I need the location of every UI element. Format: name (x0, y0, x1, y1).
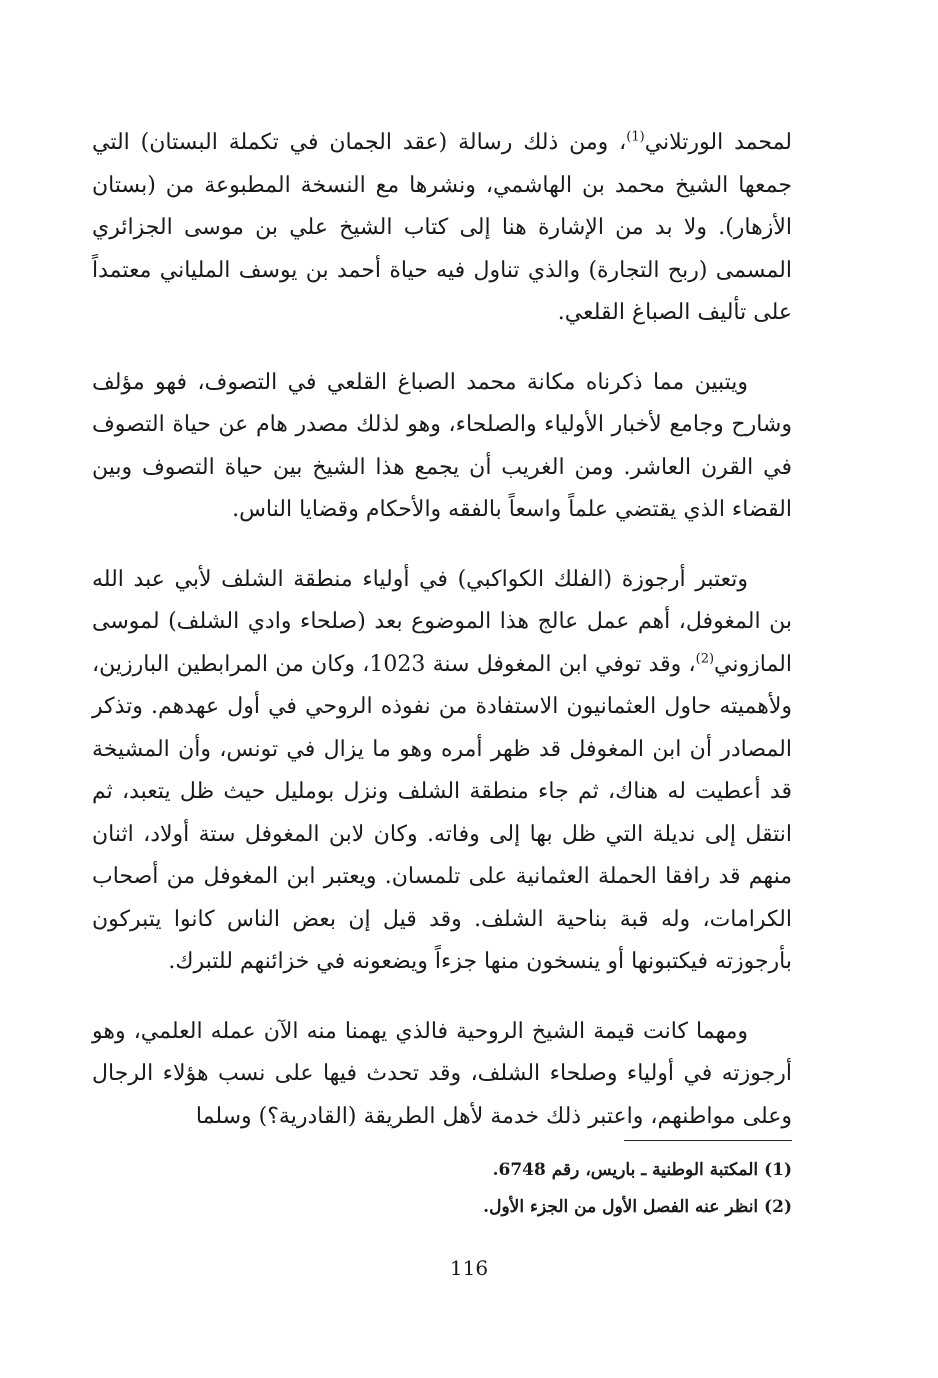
footnotes (92, 1152, 792, 1226)
footnote-ref-2: (2) (695, 651, 715, 667)
paragraph-1 (92, 122, 792, 335)
paragraph-1-text-cont: ، ومن ذلك رسالة (عقد الجمان في تكملة البستان) التي جمعها الشيخ محمد بن الهاشمي، ونشرها مع النسخة المطبوعة من (بستان الأزهار). ولا بد من الإشارة هنا إلى كتاب الشيخ علي بن موسى الجزائري المسمى (ربح التجارة) والذي تناول فيه حياة أحمد بن يوسف الملياني معتمداً على تأليف الصباغ القلعي. (92, 130, 792, 325)
footnote-2: (2) انظر عنه الفصل الأول من الجزء الأول. (483, 1197, 792, 1217)
paragraph-2: ويتبين مما ذكرناه مكانة محمد الصباغ القلعي في التصوف، فهو مؤلف وشارح وجامع لأخبار الأولياء والصلحاء، وهو لذلك مصدر هام عن حياة التصوف في القرن العاشر. ومن الغريب أن يجمع هذا الشيخ بين حياة التصوف وبين القضاء الذي يقتضي علماً واسعاً بالفقه والأحكام وقضايا الناس. (92, 369, 792, 522)
body-text (92, 122, 792, 1138)
footnote-1: (1) المكتبة الوطنية ـ باريس، رقم 6748. (492, 1160, 792, 1180)
page-number: 116 (449, 1256, 489, 1280)
paragraph-3 (92, 559, 792, 984)
paragraph-3-text-cont: ، وقد توفي ابن المغوفل سنة 1023، وكان من المرابطين البارزين، ولأهميته حاول العثمانيون الاستفادة من نفوذه الروحي في أول عهدهم. وتذكر المصادر أن ابن المغوفل قد ظهر أمره وهو ما يزال في تونس، وأن المشيخة قد أعطيت له هناك، ثم جاء منطقة الشلف ونزل بومليل حيث ظل يتعبد، ثم انتقل إلى نديلة التي ظل بها إلى وفاته. وكان لابن المغوفل ستة أولاد، اثنان منهم قد رافقا الحملة العثمانية على تلمسان. ويعتبر ابن المغوفل من أصحاب الكرامات، وله قبة بناحية الشلف. وقد قيل إن بعض الناس كانوا يتبركون بأرجوزته فيكتبونها أو ينسخون منها جزءاً ويضعونه في خزائنهم للتبرك. (92, 651, 792, 974)
paragraph-3-text: وتعتبر أرجوزة (الفلك الكواكبي) في أولياء منطقة الشلف لأبي عبد الله بن المغوفل، أهم عمل عالج هذا الموضوع بعد (صلحاء وادي الشلف) لموسى المازوني (92, 566, 792, 677)
footnote-separator (624, 1140, 792, 1141)
paragraph-1-text: لمحمد الورتلاني (644, 130, 792, 155)
paragraph-4: ومهما كانت قيمة الشيخ الروحية فالذي يهمنا منه الآن عمله العلمي، وهو أرجوزته في أولياء وصلحاء الشلف، وقد تحدث فيها على نسب هؤلاء الرجال وعلى مواطنهم، واعتبر ذلك خدمة لأهل الطريقة (القادرية؟) وسلما (92, 1018, 792, 1129)
footnote-ref-1: (1) (626, 129, 645, 145)
